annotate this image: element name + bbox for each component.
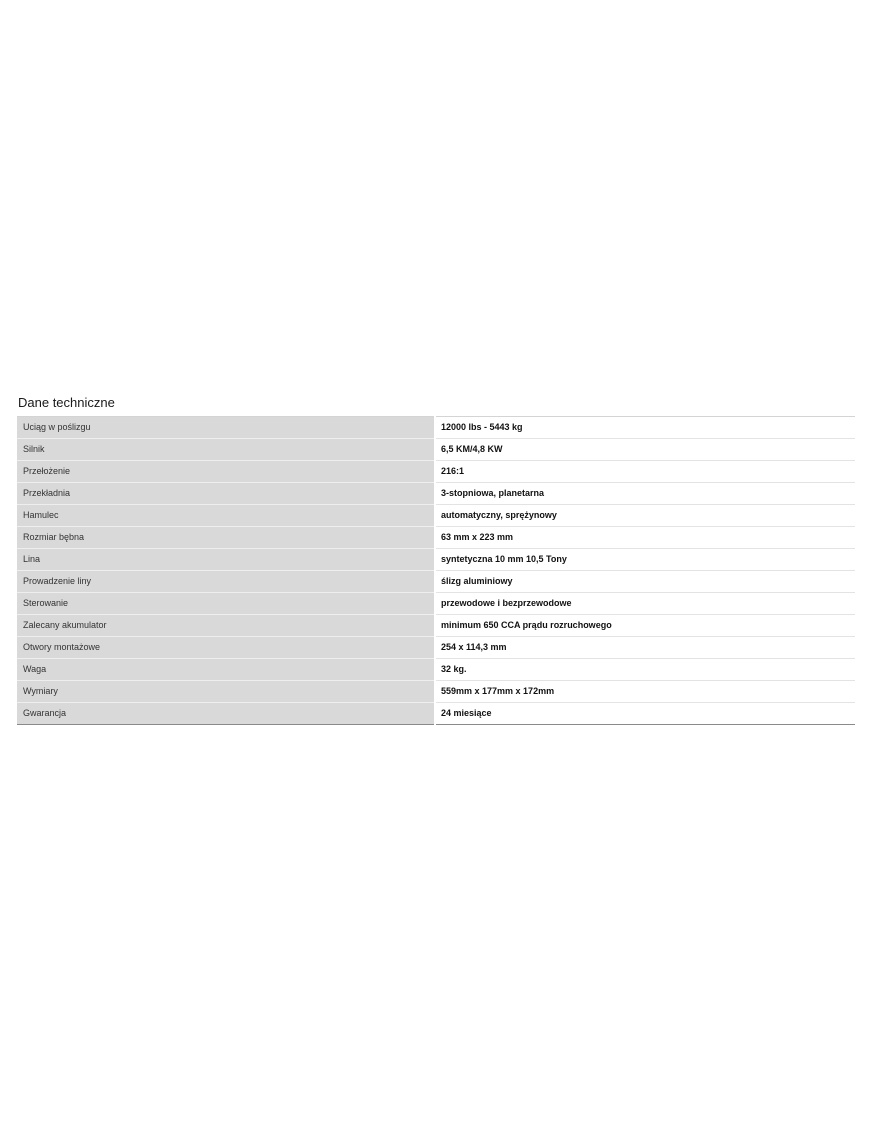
spec-row [17, 505, 855, 527]
spec-row [17, 417, 855, 439]
section-title: Dane techniczne [18, 395, 115, 410]
spec-value: 254 x 114,3 mm [435, 637, 855, 659]
spec-value: przewodowe i bezprzewodowe [435, 593, 855, 615]
spec-label: Lina [17, 549, 435, 571]
spec-label: Przekładnia [17, 483, 435, 505]
spec-label: Przełożenie [17, 461, 435, 483]
spec-value: 24 miesiące [435, 703, 855, 725]
spec-row [17, 637, 855, 659]
spec-label: Gwarancja [17, 703, 435, 725]
spec-label: Otwory montażowe [17, 637, 435, 659]
spec-value: ślizg aluminiowy [435, 571, 855, 593]
spec-value: minimum 650 CCA prądu rozruchowego [435, 615, 855, 637]
spec-row [17, 549, 855, 571]
spec-row [17, 659, 855, 681]
spec-value: 3-stopniowa, planetarna [435, 483, 855, 505]
spec-row [17, 461, 855, 483]
spec-row [17, 527, 855, 549]
spec-label: Rozmiar bębna [17, 527, 435, 549]
spec-row [17, 703, 855, 725]
spec-value: 12000 lbs - 5443 kg [435, 417, 855, 439]
spec-label: Wymiary [17, 681, 435, 703]
spec-value: 6,5 KM/4,8 KW [435, 439, 855, 461]
spec-label: Zalecany akumulator [17, 615, 435, 637]
spec-label: Sterowanie [17, 593, 435, 615]
spec-label: Hamulec [17, 505, 435, 527]
spec-value: 63 mm x 223 mm [435, 527, 855, 549]
spec-value: 559mm x 177mm x 172mm [435, 681, 855, 703]
technical-specs-section [17, 394, 855, 725]
spec-value: 216:1 [435, 461, 855, 483]
spec-table [17, 416, 855, 725]
spec-row [17, 439, 855, 461]
spec-row [17, 681, 855, 703]
spec-value: 32 kg. [435, 659, 855, 681]
spec-row [17, 593, 855, 615]
spec-row [17, 483, 855, 505]
spec-label: Waga [17, 659, 435, 681]
spec-row [17, 615, 855, 637]
spec-value: syntetyczna 10 mm 10,5 Tony [435, 549, 855, 571]
spec-label: Silnik [17, 439, 435, 461]
spec-label: Uciąg w poślizgu [17, 417, 435, 439]
spec-row [17, 571, 855, 593]
spec-value: automatyczny, sprężynowy [435, 505, 855, 527]
spec-label: Prowadzenie liny [17, 571, 435, 593]
